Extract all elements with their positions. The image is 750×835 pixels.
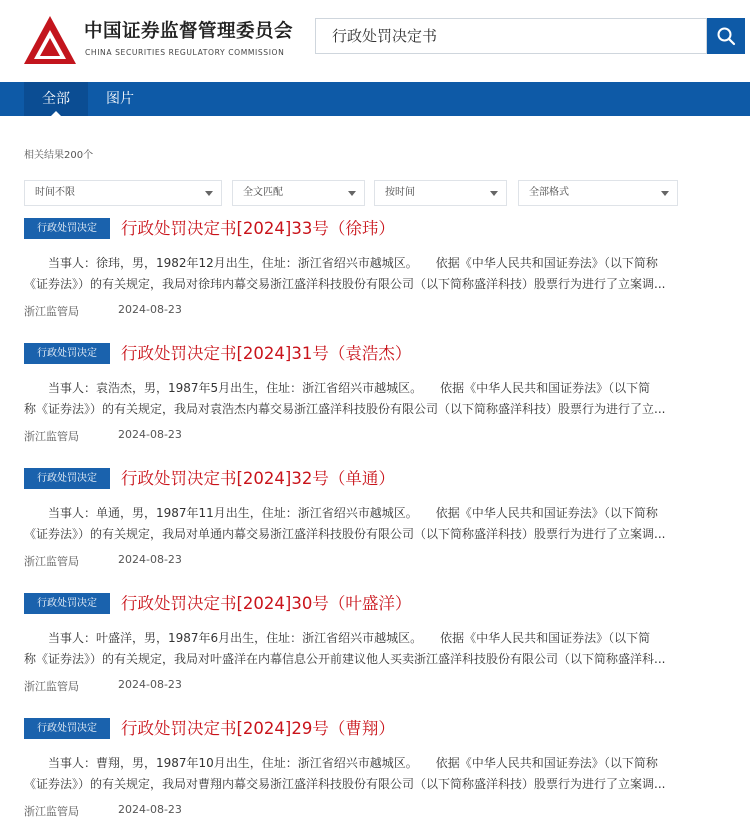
result-item (0, 343, 750, 453)
filter-time-range[interactable] (24, 180, 222, 206)
summary-line: 《证券法》）的有关规定，我局对曹翔内幕交易浙江盛洋科技股份有限公司（以下简称盛洋科技）股票行为进行了立案调... (24, 777, 666, 791)
filter-sort-order[interactable] (374, 180, 507, 206)
caret-down-icon (661, 191, 669, 196)
category-badge: 行政处罚决定 (24, 718, 110, 739)
result-source: 浙江监管局 (24, 305, 79, 318)
summary-line: 《证券法》）的有关规定，我局对徐玮内幕交易浙江盛洋科技股份有限公司（以下简称盛洋科技）股票行为进行了立案调... (24, 277, 666, 291)
filter-format[interactable] (518, 180, 678, 206)
logo-title-en: CHINA SECURITIES REGULATORY COMMISSION (85, 48, 285, 57)
result-summary (24, 628, 684, 670)
result-date: 2024-08-23 (118, 428, 182, 441)
result-source: 浙江监管局 (24, 805, 79, 818)
site-header (0, 0, 750, 80)
result-summary (24, 253, 684, 295)
filter-label: 按时间 (385, 187, 415, 198)
result-title-link[interactable]: 行政处罚决定书[2024]33号（徐玮） (121, 219, 395, 238)
summary-line: 当事人：曹翔，男，1987年10月出生，住址：浙江省绍兴市越城区。 依据《中华人民共和国证券法》（以下简称 (48, 756, 658, 770)
result-summary (24, 378, 684, 420)
result-item (0, 718, 750, 828)
summary-line: 称《证券法》）的有关规定，我局对袁浩杰内幕交易浙江盛洋科技股份有限公司（以下简称盛洋科技）股票行为进行了立... (24, 402, 666, 416)
summary-line: 当事人：袁浩杰，男，1987年5月出生，住址：浙江省绍兴市越城区。 依据《中华人民共和国证券法》（以下简 (48, 381, 651, 395)
caret-down-icon (205, 191, 213, 196)
summary-line: 当事人：徐玮，男，1982年12月出生，住址：浙江省绍兴市越城区。 依据《中华人民共和国证券法》（以下简称 (48, 256, 658, 270)
logo-title-cn: 中国证券监督管理委员会 (84, 21, 294, 42)
category-badge: 行政处罚决定 (24, 343, 110, 364)
result-title-link[interactable]: 行政处罚决定书[2024]32号（单通） (121, 469, 395, 488)
result-item (0, 218, 750, 328)
result-title-link[interactable]: 行政处罚决定书[2024]29号（曹翔） (121, 719, 395, 738)
result-date: 2024-08-23 (118, 303, 182, 316)
csrc-logo-icon[interactable] (22, 14, 78, 66)
result-source: 浙江监管局 (24, 555, 79, 568)
category-badge: 行政处罚决定 (24, 468, 110, 489)
result-item (0, 593, 750, 703)
result-date: 2024-08-23 (118, 678, 182, 691)
search-icon (716, 26, 736, 46)
summary-line: 当事人：单通，男，1987年11月出生，住址：浙江省绍兴市越城区。 依据《中华人民共和国证券法》（以下简称 (48, 506, 658, 520)
category-badge: 行政处罚决定 (24, 218, 110, 239)
search-button[interactable] (707, 18, 745, 54)
result-title-link[interactable]: 行政处罚决定书[2024]31号（袁浩杰） (121, 344, 412, 363)
caret-down-icon (348, 191, 356, 196)
result-date: 2024-08-23 (118, 553, 182, 566)
result-count: 相关结果200个 (24, 150, 94, 161)
summary-line: 称《证券法》）的有关规定，我局对叶盛洋在内幕信息公开前建议他人买卖浙江盛洋科技股份有限公司（以下简称盛洋科... (24, 652, 666, 666)
result-date: 2024-08-23 (118, 803, 182, 816)
filter-label: 全部格式 (529, 187, 569, 198)
result-title-link[interactable]: 行政处罚决定书[2024]30号（叶盛洋） (121, 594, 412, 613)
filter-label: 全文匹配 (243, 187, 283, 198)
tab-all[interactable]: 全部 (24, 82, 88, 116)
filter-label: 时间不限 (35, 187, 75, 198)
result-summary (24, 503, 684, 545)
result-source: 浙江监管局 (24, 680, 79, 693)
summary-line: 《证券法》）的有关规定，我局对单通内幕交易浙江盛洋科技股份有限公司（以下简称盛洋科技）股票行为进行了立案调... (24, 527, 666, 541)
filter-match-mode[interactable] (232, 180, 365, 206)
result-source: 浙江监管局 (24, 430, 79, 443)
caret-down-icon (490, 191, 498, 196)
tab-images[interactable]: 图片 (106, 91, 134, 107)
nav-bar (0, 82, 750, 116)
summary-line: 当事人：叶盛洋，男，1987年6月出生，住址：浙江省绍兴市越城区。 依据《中华人民共和国证券法》（以下简 (48, 631, 651, 645)
category-badge: 行政处罚决定 (24, 593, 110, 614)
result-item (0, 468, 750, 578)
result-summary (24, 753, 684, 795)
search-input[interactable]: 行政处罚决定书 (315, 18, 707, 54)
